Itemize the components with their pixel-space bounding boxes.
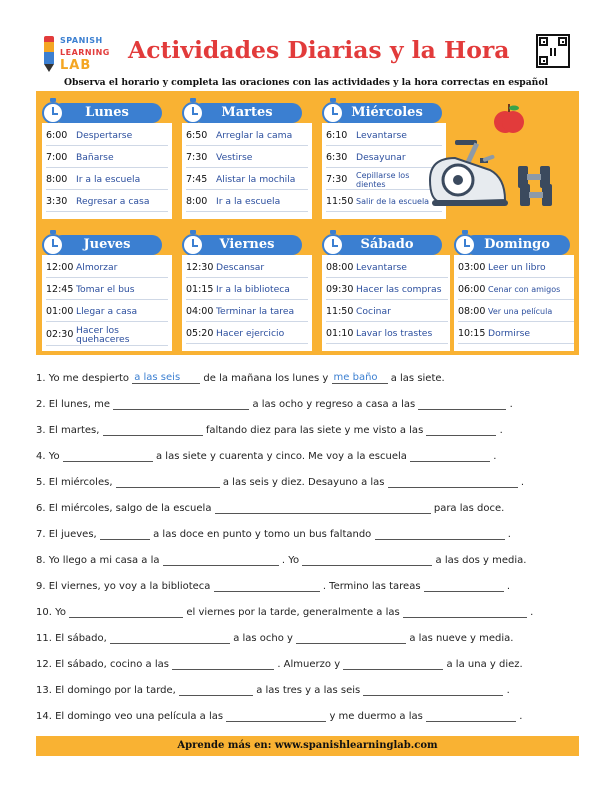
schedule-row: 09:30 Hacer las compras: [326, 280, 448, 300]
schedule-row: 7:00 Bañarse: [46, 148, 168, 168]
day-card-martes: [182, 103, 312, 219]
schedule-row: 08:00 Levantarse: [326, 258, 448, 278]
answer-blank[interactable]: [410, 450, 490, 462]
question-4: 4. Yo a las siete y cuarenta y cinco. Me voy a la escuela .: [36, 451, 497, 462]
question-3: 3. El martes, faltando diez para las siete y me visto a las .: [36, 425, 503, 436]
qr-code-icon[interactable]: [536, 34, 570, 68]
logo-line-1: SPANISH: [60, 36, 103, 45]
day-header: Sábado: [332, 235, 442, 255]
question-11: 11. El sábado, a las ocho y a las nueve y media.: [36, 633, 514, 644]
schedule-row: 12:30 Descansar: [186, 258, 308, 278]
clock-icon: [42, 234, 64, 256]
day-header: Jueves: [52, 235, 162, 255]
schedule-row: 12:45 Tomar el bus: [46, 280, 168, 300]
clock-icon: [182, 234, 204, 256]
answer-blank[interactable]: [215, 502, 431, 514]
clock-icon: [454, 234, 476, 256]
answer-blank[interactable]: [424, 580, 504, 592]
question-7: 7. El jueves, a las doce en punto y tomo un bus faltando .: [36, 529, 511, 540]
clock-icon: [322, 234, 344, 256]
question-1: 1. Yo me despierto a las seis de la mañana los lunes y me baño a las siete.: [36, 372, 445, 384]
schedule-row: 01:15 Ir a la biblioteca: [186, 280, 308, 300]
question-9: 9. El viernes, yo voy a la biblioteca . Termino las tareas .: [36, 581, 511, 592]
question-12: 12. El sábado, cocino a las . Almuerzo y a la una y diez.: [36, 659, 523, 670]
schedule-row: 6:10 Levantarse: [326, 126, 442, 146]
schedule-row: 02:30 Hacer los quehaceres: [46, 324, 168, 346]
answer-blank[interactable]: [100, 528, 150, 540]
answer-blank[interactable]: [172, 658, 274, 670]
day-card-jueves: [42, 235, 172, 351]
answer-blank[interactable]: [302, 554, 432, 566]
answer-blank[interactable]: [116, 476, 220, 488]
question-6: 6. El miércoles, salgo de la escuela para las doce.: [36, 503, 505, 514]
dumbbell-icon: [518, 166, 552, 206]
answer-blank[interactable]: [113, 398, 249, 410]
answer-blank[interactable]: [296, 632, 406, 644]
schedule-row: 11:50 Cocinar: [326, 302, 448, 322]
clock-icon: [182, 102, 204, 124]
footer-link[interactable]: Aprende más en: www.spanishlearninglab.com: [36, 736, 579, 756]
answer-blank[interactable]: [426, 710, 516, 722]
answer-blank[interactable]: [403, 606, 527, 618]
schedule-row: 04:00 Terminar la tarea: [186, 302, 308, 322]
day-card-lunes: [42, 103, 172, 219]
answer-blank[interactable]: [388, 476, 518, 488]
logo-line-2: LEARNING: [60, 48, 110, 57]
answer-blank[interactable]: [110, 632, 230, 644]
pencil-icon: [44, 36, 54, 72]
logo-line-3: LAB: [60, 58, 92, 73]
header: [0, 0, 612, 88]
schedule-row: 8:00 Ir a la escuela: [46, 170, 168, 190]
answer-blank[interactable]: [226, 710, 326, 722]
schedule-row: 7:45 Alistar la mochila: [186, 170, 308, 190]
answer-blank[interactable]: [426, 424, 496, 436]
schedule-row: 08:00 Ver una película: [458, 302, 574, 322]
schedule-row: 3:30 Regresar a casa: [46, 192, 168, 212]
schedule-row: 11:50 Salir de la escuela: [326, 192, 442, 212]
answer-blank[interactable]: me baño: [332, 372, 388, 384]
schedule-row: 7:30 Vestirse: [186, 148, 308, 168]
question-5: 5. El miércoles, a las seis y diez. Desayuno a las .: [36, 477, 525, 488]
exercise-illustration: [410, 100, 560, 218]
schedule-row: 06:00 Cenar con amigos: [458, 280, 574, 300]
answer-blank[interactable]: [163, 554, 279, 566]
question-14: 14. El domingo veo una película a las y me duermo a las .: [36, 711, 523, 722]
question-13: 13. El domingo por la tarde, a las tres y a las seis .: [36, 685, 510, 696]
answer-blank[interactable]: [418, 398, 506, 410]
schedule-row: 8:00 Ir a la escuela: [186, 192, 308, 212]
answer-blank[interactable]: a las seis: [132, 372, 200, 384]
instructions: Observa el horario y completa las oraciones con las actividades y la hora correctas en español: [64, 77, 548, 88]
question-2: 2. El lunes, me a las ocho y regreso a casa a las .: [36, 399, 513, 410]
day-header: Domingo: [464, 235, 570, 255]
answer-blank[interactable]: [63, 450, 153, 462]
day-card-domingo: [454, 235, 574, 351]
schedule-row: 01:00 Llegar a casa: [46, 302, 168, 322]
day-card-sabado: [322, 235, 450, 351]
schedule-row: 12:00 Almorzar: [46, 258, 168, 278]
schedule-row: 01:10 Lavar los trastes: [326, 324, 448, 344]
clock-icon: [42, 102, 64, 124]
day-header: Miércoles: [332, 103, 442, 123]
clock-icon: [322, 102, 344, 124]
answer-blank[interactable]: [375, 528, 505, 540]
schedule-row: 6:00 Despertarse: [46, 126, 168, 146]
day-card-viernes: [182, 235, 312, 351]
question-10: 10. Yo el viernes por la tarde, generalmente a las .: [36, 607, 534, 618]
schedule-row: 05:20 Hacer ejercicio: [186, 324, 308, 344]
answer-blank[interactable]: [214, 580, 320, 592]
day-header: Lunes: [52, 103, 162, 123]
answer-blank[interactable]: [69, 606, 183, 618]
answer-blank[interactable]: [179, 684, 253, 696]
page-title: Actividades Diarias y la Hora: [128, 36, 510, 64]
day-header: Martes: [192, 103, 302, 123]
schedule-row: 6:30 Desayunar: [326, 148, 442, 168]
answer-blank[interactable]: [363, 684, 503, 696]
schedule-row: 03:00 Leer un libro: [458, 258, 574, 278]
apple-icon: [494, 104, 524, 133]
day-header: Viernes: [192, 235, 302, 255]
schedule-row: 7:30 Cepillarse los dientes: [326, 170, 442, 190]
exercise-bike-icon: [430, 140, 508, 206]
question-8: 8. Yo llego a mi casa a la . Yo a las dos y media.: [36, 555, 527, 566]
schedule-row: 10:15 Dormirse: [458, 324, 574, 344]
answer-blank[interactable]: [343, 658, 443, 670]
answer-blank[interactable]: [103, 424, 203, 436]
schedule-row: 6:50 Arreglar la cama: [186, 126, 308, 146]
